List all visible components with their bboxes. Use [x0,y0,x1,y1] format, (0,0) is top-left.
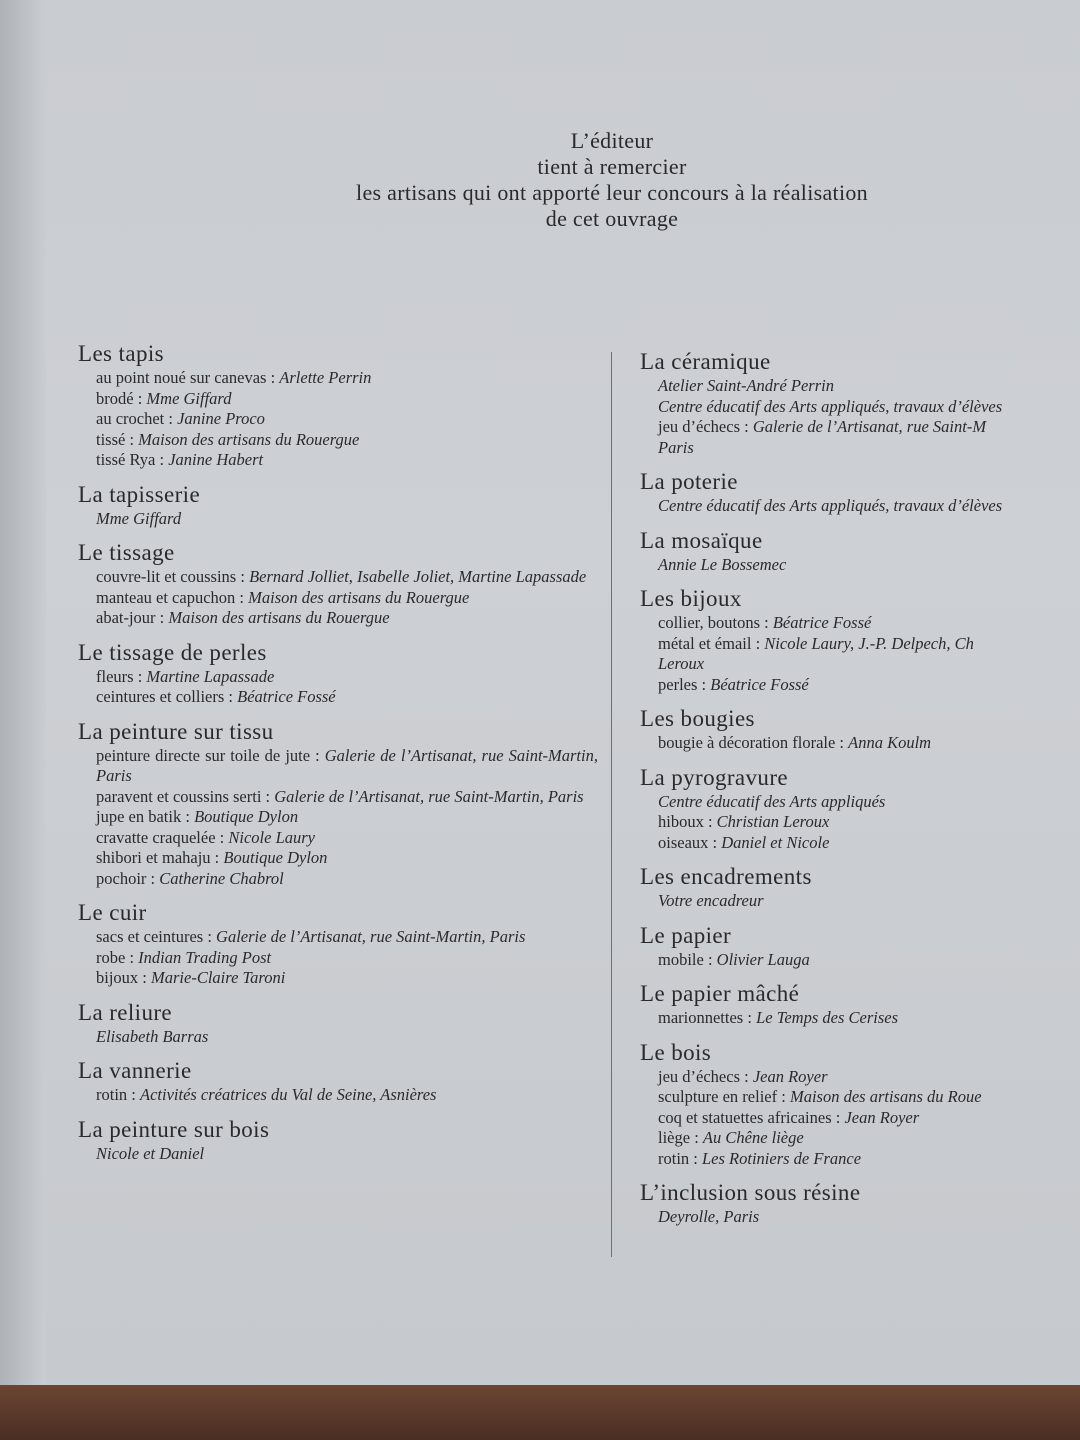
credit-name: Maison des artisans du Rouergue [138,429,360,449]
credit-name: Activités créatrices du Val de Seine, Asnières [140,1085,437,1104]
credit-line [640,1128,1080,1149]
credit-line [78,509,598,530]
credit-section [640,585,1080,695]
credit-name: Leroux [658,654,705,673]
credit-line [640,496,1080,517]
credit-name: Au Chêne liège [702,1128,804,1147]
credit-label: robe : [96,947,139,967]
credit-section [78,1057,598,1106]
credit-name: Centre éducatif des Arts appliqués, travaux d’élèves [658,496,1003,515]
credit-label: tissé Rya : [96,450,169,469]
credit-line [78,368,598,389]
header-line: tient à remercier [537,154,687,179]
credit-name: Béatrice Fossé [710,674,809,694]
credit-line [78,687,598,708]
credit-line [78,1027,598,1048]
credit-name: Jean Royer [752,1066,828,1086]
credit-section [640,348,1080,458]
credit-line [78,968,598,989]
section-title: La tapisserie [78,481,201,507]
credit-line [78,828,598,849]
credit-line [78,848,598,869]
credit-label: tissé : [96,429,139,449]
credit-section [640,527,1080,576]
credit-line [640,613,1080,634]
credit-name: Janine Habert [168,450,264,469]
section-title: L’inclusion sous résine [640,1180,861,1205]
credit-line [78,787,598,808]
credit-name: Christian Leroux [716,812,830,831]
section-title: Le papier [640,922,732,948]
credit-name: Mme Giffard [146,388,232,408]
credit-label: au crochet : [96,409,178,428]
credit-label: jeu d’échecs : [658,417,753,436]
credit-line [78,948,598,969]
page-gutter [0,0,46,1385]
credit-name: Les Rotiniers de France [702,1148,862,1168]
credit-name: Olivier Lauga [716,949,810,969]
credit-line [640,1108,1080,1129]
credit-section [640,1039,1080,1170]
table-surface [0,1385,1080,1440]
credit-section [78,1116,598,1165]
credit-section [640,468,1080,517]
credit-name: Nicole Laury [228,827,315,847]
credit-label: coq et statuettes africaines : [658,1107,845,1127]
acknowledgement-header [300,128,924,232]
credit-section [640,980,1080,1029]
credit-line [78,1085,598,1106]
credit-section [78,899,598,989]
credit-label: paravent et coussins serti : [96,786,275,806]
credit-name: Galerie de l’Artisanat, rue Saint-M [752,417,987,436]
credit-line [640,891,1080,912]
credit-label: hiboux : [658,812,717,831]
header-line: L’éditeur [570,128,654,153]
credit-label: ceintures et colliers : [96,687,238,706]
credit-name: Béatrice Fossé [237,687,336,706]
section-title: Le bois [640,1039,712,1065]
credit-line [640,634,1080,655]
section-title: Les encadrements [640,864,812,889]
credit-label: rotin : [658,1148,702,1168]
credit-line [78,450,598,471]
credit-line [640,1087,1080,1108]
credit-name: Bernard Jolliet, Isabelle Joliet, Martine Lapassade [249,567,587,586]
credit-section [640,764,1080,854]
credit-section [640,705,1080,754]
section-title: La vannerie [78,1058,192,1083]
credit-label: couvre-lit et coussins : [96,567,250,586]
credit-name: Maison des artisans du Roue [789,1087,982,1106]
section-title: La peinture sur tissu [78,718,274,744]
credit-line [78,807,598,828]
credit-line [640,1149,1080,1170]
credit-name: Arlette Perrin [279,368,372,387]
credit-section [78,340,598,471]
credit-name: Nicole et Daniel [96,1143,205,1163]
section-title: La céramique [640,349,771,374]
credit-label: bougie à décoration florale : [658,733,849,752]
credit-name: Maison des artisans du Rouergue [248,587,470,607]
credit-label: manteau et capuchon : [96,587,249,607]
credit-name: Marie-Claire Taroni [151,968,286,987]
credit-name: Galerie de l’Artisanat, rue Saint-Martin, Paris [216,927,526,946]
credit-section [78,539,598,629]
credit-name: Boutique Dylon [223,848,328,867]
credit-line [78,608,598,629]
credit-name: Paris [658,437,694,457]
credit-label: cravatte craquelée : [96,827,229,847]
credit-label: oiseaux : [658,832,722,852]
credit-name: Annie Le Bossemec [658,554,787,574]
credit-line [640,950,1080,971]
credit-section [640,863,1080,912]
credit-label: sculpture en relief : [658,1087,790,1106]
credit-line [640,733,1080,754]
header-line: de cet ouvrage [545,206,679,231]
credit-line [640,417,1080,438]
credit-line [640,833,1080,854]
credit-section [78,481,598,530]
credit-name: Anna Koulm [848,733,932,752]
credit-line [78,1144,598,1165]
credit-label: fleurs : [96,666,147,686]
credit-label: bijoux : [96,968,152,987]
credit-name: Le Temps des Cerises [756,1008,899,1027]
section-title: La poterie [640,469,738,494]
credit-line [640,376,1080,397]
credit-section [78,999,598,1048]
header-line: les artisans qui ont apporté leur concours à la réalisation [356,180,868,205]
credit-line [78,588,598,609]
credit-label: métal et émail : [658,633,765,653]
credit-name: Martine Lapassade [146,666,275,686]
credit-label: shibori et mahaju : [96,848,224,867]
section-title: Le tissage [78,540,175,565]
credit-line [78,430,598,451]
credit-line [78,869,598,890]
credit-name: Béatrice Fossé [772,613,872,632]
credit-name: Centre éducatif des Arts appliqués, travaux d’élèves [658,396,1003,416]
credit-name: Galerie de l’Artisanat, rue Saint-Martin, Paris [274,786,584,806]
section-title: La reliure [78,999,173,1025]
credit-line [640,1207,1080,1228]
credit-line [78,389,598,410]
credit-line [640,397,1080,418]
credit-line [640,792,1080,813]
credit-name: Boutique Dylon [194,807,299,826]
credit-name: Daniel et Nicole [721,832,830,852]
credit-label: peinture directe sur toile de jute : [96,745,325,765]
credit-line [78,567,598,588]
credit-label: marionnettes : [658,1008,757,1027]
section-title: La pyrogravure [640,764,789,790]
credit-name: Atelier Saint-André Perrin [658,376,834,395]
credit-line [640,654,1080,675]
section-title: La mosaïque [640,527,763,553]
section-title: Les tapis [78,341,164,366]
section-title: Les bijoux [640,586,742,611]
credit-name: Votre encadreur [658,891,764,910]
credit-label: liège : [658,1128,703,1147]
credit-name: Deyrolle, Paris [658,1207,760,1226]
credit-line [640,812,1080,833]
credit-label: perles : [658,674,711,694]
credit-name: Indian Trading Post [138,947,272,967]
credit-line [640,675,1080,696]
credit-label: brodé : [96,388,147,408]
credit-name: Mme Giffard [96,508,182,528]
section-title: Le papier mâché [640,981,800,1006]
credit-section [78,718,598,890]
credit-line [640,555,1080,576]
credit-label: abat-jour : [96,608,169,627]
credit-label: sacs et ceintures : [96,927,217,946]
credit-name: Catherine Chabrol [159,868,284,888]
credits-left-column [78,340,598,1174]
credit-line [640,438,1080,459]
credit-line [78,746,598,787]
credit-label: pochoir : [96,868,160,888]
credit-section [640,1179,1080,1228]
credit-label: jeu d’échecs : [658,1066,753,1086]
section-title: Les bougies [640,706,755,731]
credit-name: Elisabeth Barras [96,1026,209,1046]
section-title: Le cuir [78,900,147,925]
credit-section [640,922,1080,971]
credit-name: Janine Proco [177,409,265,428]
credit-name: Nicole Laury, J.-P. Delpech, Ch [764,633,974,653]
credit-name: Galerie de l’Artisanat, rue Saint-Martin, Paris [96,745,598,785]
column-divider [611,352,612,1257]
section-title: Le tissage de perles [78,639,267,665]
credit-label: au point noué sur canevas : [96,368,280,387]
credit-label: mobile : [658,949,717,969]
credits-right-column [640,348,1080,1238]
section-title: La peinture sur bois [78,1116,270,1142]
credit-name: Jean Royer [844,1107,920,1127]
credit-label: collier, boutons : [658,613,773,632]
credit-line [78,409,598,430]
credit-line [78,927,598,948]
credit-line [640,1008,1080,1029]
credit-line [640,1067,1080,1088]
credit-label: rotin : [96,1085,140,1104]
credit-name: Maison des artisans du Rouergue [168,608,390,627]
credit-label: jupe en batik : [96,807,195,826]
credit-line [78,667,598,688]
credit-section [78,639,598,708]
credit-name: Centre éducatif des Arts appliqués [658,791,886,811]
